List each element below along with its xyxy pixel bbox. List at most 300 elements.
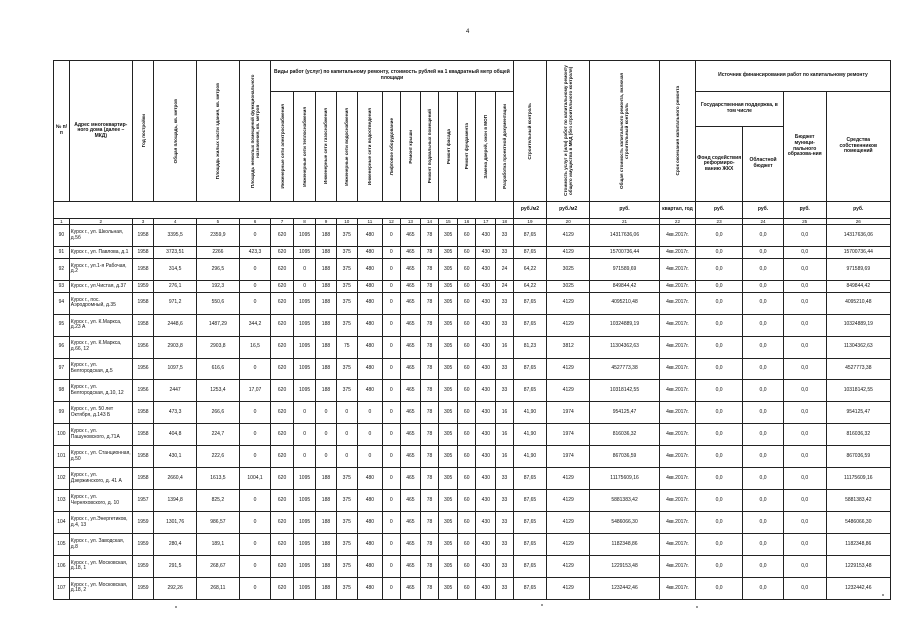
cell-fund: 0,0 [695, 258, 742, 280]
cell-number: 94 [54, 292, 70, 314]
cell-address: Курск г., ул.1-я Рабочая, д.2 [69, 258, 132, 280]
cell-year: 1958 [132, 292, 153, 314]
cell-living-area: 268,67 [197, 555, 240, 577]
cell-work-cost: 465 [400, 380, 420, 402]
cell-work-cost: 305 [439, 380, 458, 402]
unit-cell: руб. [695, 202, 742, 219]
cell-work-cost: 188 [316, 280, 336, 292]
cell-total-cost: 5486066,30 [590, 512, 660, 534]
cell-municipal: 0,0 [783, 314, 826, 336]
cell-total-area: 314,5 [154, 258, 197, 280]
cell-regional: 0,0 [743, 577, 784, 599]
cell-total-cost: 1182348,86 [590, 534, 660, 556]
cell-work-cost: 465 [400, 424, 420, 446]
cell-term: 4кв.2017г. [659, 468, 695, 490]
cell-regional: 0,0 [743, 490, 784, 512]
cell-owners: 10324889,19 [826, 314, 890, 336]
cell-construction-control: 41,90 [513, 446, 547, 468]
cell-living-area: 224,7 [197, 424, 240, 446]
cell-unit-cost: 4129 [547, 534, 590, 556]
column-index-cell: 8 [293, 219, 316, 225]
cell-municipal: 0,0 [783, 512, 826, 534]
cell-work-cost: 0 [382, 577, 400, 599]
cell-work-cost: 60 [458, 490, 476, 512]
cell-work-cost: 1095 [293, 225, 316, 247]
header-owners: Средства собственников помещений [826, 92, 890, 202]
cell-municipal: 0,0 [783, 380, 826, 402]
column-index-cell: 10 [336, 219, 357, 225]
cell-unit-cost: 4129 [547, 358, 590, 380]
cell-non-residential: 0 [239, 402, 271, 424]
cell-work-cost: 0 [382, 512, 400, 534]
cell-work-cost: 0 [293, 280, 316, 292]
cell-municipal: 0,0 [783, 225, 826, 247]
cell-work-cost: 430 [476, 247, 496, 259]
cell-work-cost: 78 [421, 258, 439, 280]
cell-work-cost: 430 [476, 336, 496, 358]
cell-address: Курск г., ул. Школьная, д.5б [69, 225, 132, 247]
cell-total-area: 3723,51 [154, 247, 197, 259]
cell-number: 101 [54, 446, 70, 468]
cell-number: 105 [54, 534, 70, 556]
cell-term: 4кв.2017г. [659, 314, 695, 336]
cell-work-cost: 78 [421, 247, 439, 259]
cell-construction-control: 64,22 [513, 258, 547, 280]
header-state-support: Государственная поддержка, в том числе [695, 92, 783, 127]
cell-total-cost: 11175609,16 [590, 468, 660, 490]
cell-year: 1959 [132, 555, 153, 577]
cell-work-cost: 465 [400, 402, 420, 424]
cell-work-cost: 430 [476, 468, 496, 490]
cell-regional: 0,0 [743, 512, 784, 534]
cell-work-cost: 375 [336, 512, 357, 534]
column-index-cell: 26 [826, 219, 890, 225]
table-body [54, 225, 891, 600]
cell-living-area: 2903,8 [197, 336, 240, 358]
cell-municipal: 0,0 [783, 247, 826, 259]
cell-work-cost: 465 [400, 292, 420, 314]
cell-address: Курск г., ул. Пашуновского, д.71А [69, 424, 132, 446]
cell-work-cost: 24 [496, 280, 513, 292]
cell-non-residential: 0 [239, 446, 271, 468]
cell-non-residential: 0 [239, 555, 271, 577]
cell-total-cost: 849844,42 [590, 280, 660, 292]
cell-total-area: 3395,5 [154, 225, 197, 247]
cell-total-cost: 10318142,55 [590, 380, 660, 402]
cell-work-cost: 480 [358, 280, 383, 292]
cell-work-cost: 430 [476, 446, 496, 468]
cell-year: 1958 [132, 225, 153, 247]
cell-owners: 11175609,16 [826, 468, 890, 490]
header-total-cost: Общая стоимость капитального ремонта, включая строительный контроль [590, 61, 660, 202]
cell-year: 1956 [132, 336, 153, 358]
cell-regional: 0,0 [743, 258, 784, 280]
cell-unit-cost: 3812 [547, 336, 590, 358]
cell-work-cost: 465 [400, 336, 420, 358]
cell-work-cost: 430 [476, 402, 496, 424]
unit-cell: квартал, год [659, 202, 695, 219]
cell-regional: 0,0 [743, 380, 784, 402]
cell-work-cost: 78 [421, 292, 439, 314]
cell-work-cost: 0 [382, 247, 400, 259]
cell-owners: 4527773,38 [826, 358, 890, 380]
cell-work-cost: 375 [336, 247, 357, 259]
cell-living-area: 550,6 [197, 292, 240, 314]
unit-cell: руб. [826, 202, 890, 219]
cell-work-cost: 620 [271, 512, 294, 534]
cell-total-area: 292,26 [154, 577, 197, 599]
cell-regional: 0,0 [743, 402, 784, 424]
cell-term: 4кв.2017г. [659, 292, 695, 314]
cell-owners: 816036,32 [826, 424, 890, 446]
header-no: № п/п [54, 61, 70, 202]
cell-regional: 0,0 [743, 336, 784, 358]
cell-non-residential: 17,07 [239, 380, 271, 402]
cell-number: 91 [54, 247, 70, 259]
cell-work-cost: 60 [458, 380, 476, 402]
cell-work-cost: 620 [271, 446, 294, 468]
cell-work-cost: 0 [382, 402, 400, 424]
cell-work-cost: 375 [336, 280, 357, 292]
cell-unit-cost: 4129 [547, 247, 590, 259]
header-year: Год постройки [132, 61, 153, 202]
cell-fund: 0,0 [695, 512, 742, 534]
cell-work-cost: 78 [421, 402, 439, 424]
cell-work-cost: 620 [271, 358, 294, 380]
cell-work-cost: 33 [496, 534, 513, 556]
cell-total-area: 2903,8 [154, 336, 197, 358]
cell-work-cost: 33 [496, 358, 513, 380]
cell-non-residential: 344,2 [239, 314, 271, 336]
cell-work-cost: 620 [271, 534, 294, 556]
cell-living-area: 189,1 [197, 534, 240, 556]
cell-address: Курск г., ул. Дзержинского, д. 41 А [69, 468, 132, 490]
cell-year: 1959 [132, 534, 153, 556]
cell-work-cost: 0 [382, 358, 400, 380]
cell-living-area: 222,6 [197, 446, 240, 468]
cell-work-cost: 480 [358, 512, 383, 534]
cell-work-cost: 33 [496, 247, 513, 259]
unit-cell: руб./м2 [513, 202, 547, 219]
cell-total-area: 291,5 [154, 555, 197, 577]
cell-work-cost: 78 [421, 468, 439, 490]
cell-number: 103 [54, 490, 70, 512]
cell-number: 106 [54, 555, 70, 577]
cell-work-cost: 430 [476, 280, 496, 292]
cell-work-cost: 375 [336, 490, 357, 512]
cell-work-cost: 620 [271, 490, 294, 512]
cell-work-cost: 60 [458, 424, 476, 446]
cell-work-cost: 188 [316, 358, 336, 380]
cell-work-cost: 0 [316, 402, 336, 424]
column-index-cell: 5 [197, 219, 240, 225]
table-row [54, 292, 891, 314]
cell-construction-control: 87,65 [513, 314, 547, 336]
cell-municipal: 0,0 [783, 534, 826, 556]
scan-dot [541, 604, 543, 606]
cell-work-cost: 1095 [293, 512, 316, 534]
table-header [54, 61, 891, 225]
cell-work-cost: 620 [271, 555, 294, 577]
cell-address: Курск г., ул. 50 лет Октября, д.143 Б [69, 402, 132, 424]
cell-work-cost: 33 [496, 380, 513, 402]
cell-work-cost: 465 [400, 280, 420, 292]
header-living-area: Площадь жилых части здания, кв. метров [197, 61, 240, 202]
table-row [54, 336, 891, 358]
table-row [54, 225, 891, 247]
cell-work-cost: 430 [476, 380, 496, 402]
cell-construction-control: 87,65 [513, 490, 547, 512]
cell-construction-control: 87,65 [513, 247, 547, 259]
cell-fund: 0,0 [695, 280, 742, 292]
cell-total-area: 473,3 [154, 402, 197, 424]
cell-work-cost: 480 [358, 555, 383, 577]
cell-work-cost: 465 [400, 225, 420, 247]
scan-dot [175, 606, 177, 608]
cell-work-cost: 60 [458, 247, 476, 259]
cell-non-residential: 0 [239, 512, 271, 534]
cell-number: 99 [54, 402, 70, 424]
cell-work-cost: 33 [496, 512, 513, 534]
cell-work-cost: 0 [382, 292, 400, 314]
cell-construction-control: 64,22 [513, 280, 547, 292]
header-term: Срок окончания капитального ремонта [659, 61, 695, 202]
cell-work-cost: 60 [458, 402, 476, 424]
cell-work-cost: 188 [316, 247, 336, 259]
header-work-foundation: Ремонт фундамента [458, 92, 476, 202]
column-index-cell: 15 [439, 219, 458, 225]
cell-total-cost: 11304362,63 [590, 336, 660, 358]
cell-work-cost: 375 [336, 225, 357, 247]
cell-owners: 849844,42 [826, 280, 890, 292]
column-index-cell: 23 [695, 219, 742, 225]
table-row [54, 577, 891, 599]
cell-fund: 0,0 [695, 555, 742, 577]
cell-term: 4кв.2017г. [659, 336, 695, 358]
cell-work-cost: 1095 [293, 380, 316, 402]
cell-work-cost: 78 [421, 512, 439, 534]
cell-work-cost: 620 [271, 247, 294, 259]
cell-work-cost: 1095 [293, 534, 316, 556]
cell-owners: 4095210,48 [826, 292, 890, 314]
header-work-roof: Ремонт крыши [400, 92, 420, 202]
cell-work-cost: 620 [271, 380, 294, 402]
cell-term: 4кв.2017г. [659, 402, 695, 424]
cell-work-cost: 1095 [293, 247, 316, 259]
cell-non-residential: 0 [239, 534, 271, 556]
cell-work-cost: 188 [316, 380, 336, 402]
table-row [54, 490, 891, 512]
cell-address: Курск г., ул. Станционная, д.50 [69, 446, 132, 468]
cell-work-cost: 188 [316, 534, 336, 556]
cell-living-area: 296,5 [197, 258, 240, 280]
cell-regional: 0,0 [743, 225, 784, 247]
cell-work-cost: 0 [358, 424, 383, 446]
cell-total-area: 1301,76 [154, 512, 197, 534]
cell-unit-cost: 4129 [547, 225, 590, 247]
column-index-cell: 20 [547, 219, 590, 225]
cell-municipal: 0,0 [783, 336, 826, 358]
column-index-cell: 6 [239, 219, 271, 225]
cell-municipal: 0,0 [783, 258, 826, 280]
cell-work-cost: 480 [358, 336, 383, 358]
table-row [54, 402, 891, 424]
cell-work-cost: 375 [336, 534, 357, 556]
cell-work-cost: 60 [458, 555, 476, 577]
cell-address: Курск г., ул.Чистая, д.37 [69, 280, 132, 292]
cell-fund: 0,0 [695, 402, 742, 424]
cell-fund: 0,0 [695, 534, 742, 556]
cell-work-cost: 0 [382, 380, 400, 402]
cell-number: 100 [54, 424, 70, 446]
cell-work-cost: 480 [358, 468, 383, 490]
cell-construction-control: 87,65 [513, 358, 547, 380]
cell-work-cost: 305 [439, 358, 458, 380]
cell-work-cost: 188 [316, 225, 336, 247]
column-index-cell: 14 [421, 219, 439, 225]
cell-work-cost: 78 [421, 225, 439, 247]
cell-total-cost: 954125,47 [590, 402, 660, 424]
cell-work-cost: 60 [458, 577, 476, 599]
cell-work-cost: 78 [421, 490, 439, 512]
cell-address: Курск г., ул. Черняховского, д. 10 [69, 490, 132, 512]
cell-work-cost: 480 [358, 380, 383, 402]
cell-work-cost: 0 [382, 258, 400, 280]
cell-regional: 0,0 [743, 555, 784, 577]
cell-total-cost: 4095210,48 [590, 292, 660, 314]
cell-year: 1958 [132, 446, 153, 468]
cell-work-cost: 465 [400, 512, 420, 534]
cell-municipal: 0,0 [783, 292, 826, 314]
cell-owners: 15700736,44 [826, 247, 890, 259]
column-index-cell: 18 [496, 219, 513, 225]
cell-total-area: 404,8 [154, 424, 197, 446]
scan-dot [696, 606, 698, 608]
cell-work-cost: 375 [336, 314, 357, 336]
cell-fund: 0,0 [695, 424, 742, 446]
cell-year: 1958 [132, 314, 153, 336]
cell-work-cost: 305 [439, 534, 458, 556]
cell-work-cost: 78 [421, 314, 439, 336]
cell-term: 4кв.2017г. [659, 225, 695, 247]
cell-municipal: 0,0 [783, 280, 826, 292]
cell-work-cost: 60 [458, 258, 476, 280]
cell-work-cost: 0 [382, 555, 400, 577]
cell-total-area: 2448,6 [154, 314, 197, 336]
column-index-cell: 4 [154, 219, 197, 225]
cell-work-cost: 188 [316, 314, 336, 336]
cell-work-cost: 305 [439, 424, 458, 446]
cell-regional: 0,0 [743, 534, 784, 556]
cell-term: 4кв.2017г. [659, 512, 695, 534]
cell-construction-control: 87,65 [513, 512, 547, 534]
cell-work-cost: 465 [400, 446, 420, 468]
cell-work-cost: 480 [358, 490, 383, 512]
cell-total-area: 1394,8 [154, 490, 197, 512]
cell-non-residential: 0 [239, 424, 271, 446]
cell-fund: 0,0 [695, 490, 742, 512]
unit-cell: руб. [743, 202, 784, 219]
cell-work-cost: 60 [458, 292, 476, 314]
column-index-cell: 16 [458, 219, 476, 225]
cell-work-cost: 465 [400, 577, 420, 599]
cell-fund: 0,0 [695, 380, 742, 402]
column-index-cell: 1 [54, 219, 70, 225]
cell-work-cost: 33 [496, 555, 513, 577]
cell-construction-control: 87,65 [513, 380, 547, 402]
cell-owners: 10318142,55 [826, 380, 890, 402]
cell-work-cost: 0 [293, 446, 316, 468]
cell-living-area: 268,11 [197, 577, 240, 599]
units-row [54, 202, 891, 219]
cell-unit-cost: 3025 [547, 258, 590, 280]
column-index-cell: 19 [513, 219, 547, 225]
cell-work-cost: 1095 [293, 555, 316, 577]
cell-term: 4кв.2017г. [659, 258, 695, 280]
cell-non-residential: 423,3 [239, 247, 271, 259]
cell-work-cost: 24 [496, 258, 513, 280]
cell-work-cost: 305 [439, 336, 458, 358]
cell-work-cost: 305 [439, 258, 458, 280]
cell-work-cost: 430 [476, 577, 496, 599]
header-work-gas: Инженерные сети газоснабжения [316, 92, 336, 202]
cell-owners: 1232442,46 [826, 577, 890, 599]
cell-total-cost: 15700736,44 [590, 247, 660, 259]
cell-work-cost: 0 [336, 446, 357, 468]
cell-work-cost: 305 [439, 446, 458, 468]
cell-work-cost: 620 [271, 292, 294, 314]
cell-year: 1958 [132, 424, 153, 446]
cell-total-cost: 971589,69 [590, 258, 660, 280]
cell-municipal: 0,0 [783, 577, 826, 599]
cell-unit-cost: 1974 [547, 424, 590, 446]
cell-term: 4кв.2017г. [659, 424, 695, 446]
cell-non-residential: 0 [239, 258, 271, 280]
cell-work-cost: 188 [316, 258, 336, 280]
cell-owners: 971589,69 [826, 258, 890, 280]
table-row [54, 446, 891, 468]
cell-work-cost: 375 [336, 380, 357, 402]
cell-work-cost: 60 [458, 314, 476, 336]
cell-work-cost: 16 [496, 424, 513, 446]
cell-total-cost: 816036,32 [590, 424, 660, 446]
cell-work-cost: 305 [439, 280, 458, 292]
cell-regional: 0,0 [743, 314, 784, 336]
cell-total-cost: 1232442,46 [590, 577, 660, 599]
cell-address: Курск г., ул. Московская, д.18, 1 [69, 555, 132, 577]
cell-construction-control: 87,65 [513, 468, 547, 490]
cell-fund: 0,0 [695, 292, 742, 314]
cell-work-cost: 78 [421, 577, 439, 599]
cell-work-cost: 60 [458, 358, 476, 380]
cell-work-cost: 16 [496, 446, 513, 468]
cell-work-cost: 375 [336, 292, 357, 314]
cell-work-cost: 60 [458, 468, 476, 490]
cell-year: 1959 [132, 280, 153, 292]
header-work-heating: Инженерные сети теплоснабжения [293, 92, 316, 202]
cell-construction-control: 41,90 [513, 424, 547, 446]
cell-living-area: 1487,29 [197, 314, 240, 336]
cell-living-area: 1253,4 [197, 380, 240, 402]
table-row [54, 314, 891, 336]
header-work-basement: Ремонт подвальных помещений [421, 92, 439, 202]
table-row [54, 280, 891, 292]
cell-work-cost: 430 [476, 314, 496, 336]
cell-total-cost: 1229153,48 [590, 555, 660, 577]
cell-work-cost: 305 [439, 314, 458, 336]
column-index-cell: 17 [476, 219, 496, 225]
cell-work-cost: 78 [421, 446, 439, 468]
